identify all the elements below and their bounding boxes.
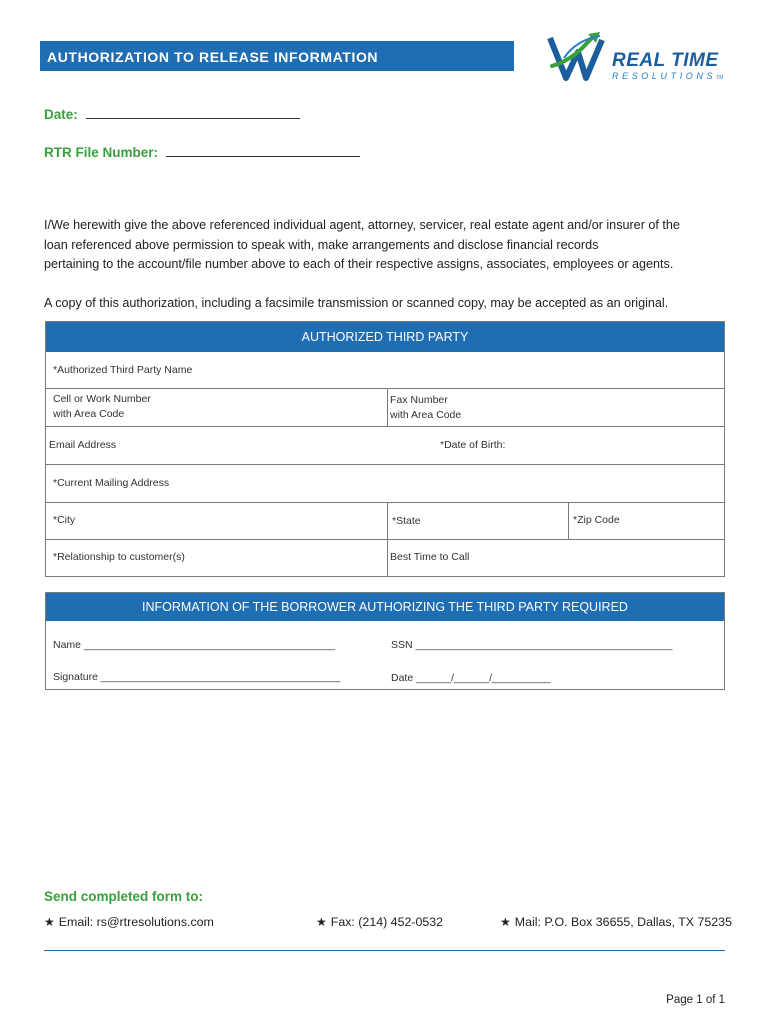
star-icon: ★ — [44, 915, 55, 929]
paragraph-line: pertaining to the account/file number above to each of their respective assigns, associates, employees or agents. — [44, 257, 674, 271]
paragraph-line: loan referenced above permission to speak with, make arrangements and disclose financial records — [44, 237, 599, 252]
logo-tm: TM — [716, 75, 724, 81]
paragraph-line: I/We herewith give the above referenced individual agent, attorney, servicer, real estate agent and/or insurer of the — [44, 218, 680, 232]
zip-code-field[interactable]: *Zip Code — [573, 514, 620, 526]
logo-word-resolutions: RESOLUTIONSTM — [612, 71, 724, 81]
state-field[interactable]: *State — [392, 515, 421, 527]
rtr-file-label: RTR File Number: — [44, 145, 159, 160]
phone-number-field[interactable]: Cell or Work Number with Area Code — [53, 393, 151, 420]
authorization-paragraph — [44, 216, 680, 275]
page-number: Page 1 of 1 — [666, 994, 725, 1006]
copy-acceptance-paragraph: A copy of this authorization, including a facsimile transmission or scanned copy, may be accepted as an original. — [44, 296, 669, 310]
rtr-file-field — [44, 144, 360, 162]
send-mail-text: Mail: P.O. Box 36655, Dallas, TX 75235 — [514, 915, 732, 929]
date-blank[interactable] — [86, 106, 300, 119]
send-fax-text: Fax: (214) 452-0532 — [330, 915, 444, 929]
star-icon: ★ — [500, 915, 511, 929]
city-field[interactable]: *City — [53, 514, 76, 526]
borrower-heading: INFORMATION OF THE BORROWER AUTHORIZING THE THIRD PARTY REQUIRED — [46, 593, 724, 621]
borrower-signature-field[interactable]: Signature _________________________________________ — [53, 671, 341, 683]
send-email-text[interactable]: Email: rs@rtresolutions.com — [58, 915, 214, 929]
logo-word-real-time: REAL TIME — [612, 50, 719, 71]
third-party-heading: AUTHORIZED THIRD PARTY — [46, 322, 724, 352]
third-party-name-field[interactable]: *Authorized Third Party Name — [53, 364, 193, 376]
relationship-field[interactable]: *Relationship to customer(s) — [53, 551, 185, 563]
form-title: AUTHORIZATION TO RELEASE INFORMATION — [40, 41, 514, 71]
star-icon: ★ — [316, 915, 327, 929]
send-email — [44, 915, 214, 929]
borrower-ssn-field[interactable]: SSN ____________________________________________ — [391, 639, 673, 651]
third-party-table — [45, 321, 725, 577]
send-form-heading: Send completed form to: — [44, 889, 204, 904]
real-time-resolutions-logo — [542, 30, 728, 86]
borrower-table — [45, 592, 725, 690]
rtr-file-blank[interactable] — [166, 144, 360, 157]
date-label: Date: — [44, 107, 78, 122]
mailing-address-field[interactable]: *Current Mailing Address — [53, 477, 170, 489]
real-time-logo-icon — [542, 30, 612, 86]
email-address-field[interactable]: Email Address — [49, 439, 117, 451]
footer-divider — [44, 950, 725, 951]
send-fax — [316, 915, 443, 929]
best-time-to-call-field[interactable]: Best Time to Call — [390, 551, 470, 563]
send-mail — [500, 915, 732, 929]
fax-number-field[interactable]: Fax Number with Area Code — [390, 394, 462, 421]
borrower-name-field[interactable]: Name ___________________________________________ — [53, 639, 336, 651]
date-of-birth-field[interactable]: *Date of Birth: — [440, 439, 506, 451]
borrower-date-field[interactable]: Date ______/______/__________ — [391, 672, 551, 684]
date-field — [44, 106, 300, 124]
